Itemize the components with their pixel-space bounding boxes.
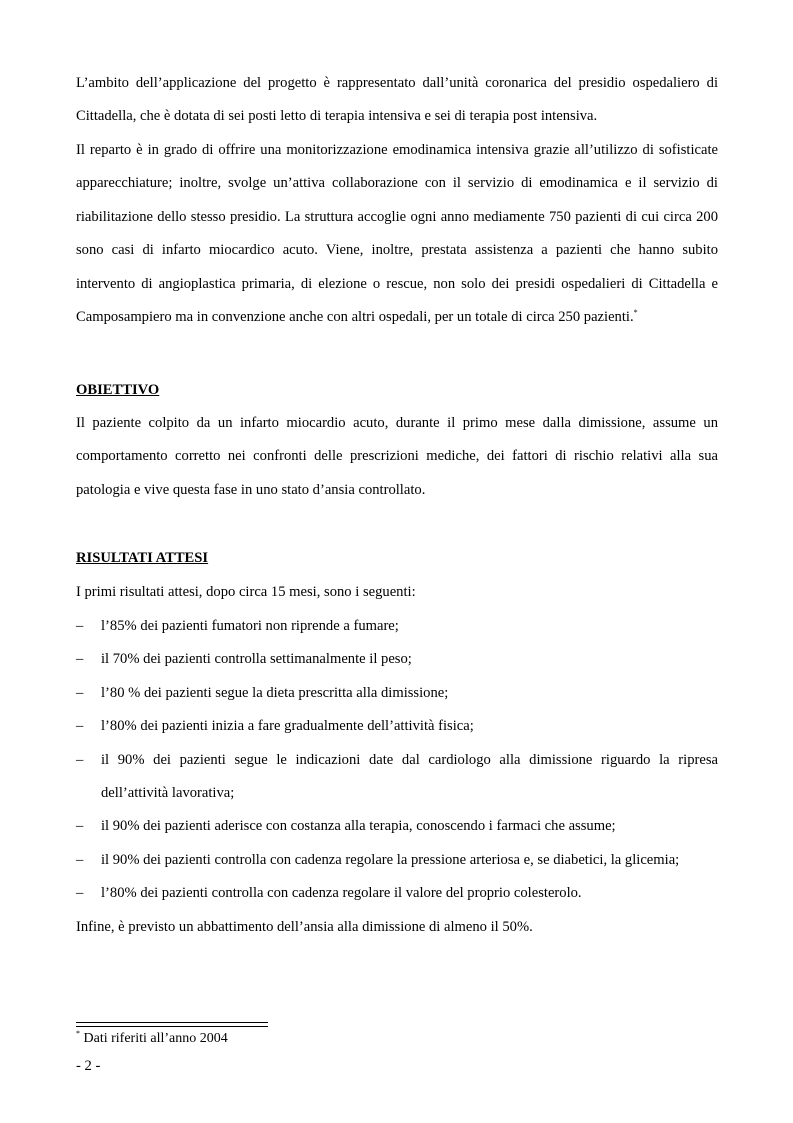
list-item-text: l’85% dei pazienti fumatori non riprende a fumare; <box>101 618 399 634</box>
department-paragraph-text: Il reparto è in grado di offrire una monitorizzazione emodinamica intensiva grazie all’utilizzo di sofisticate apparecchiature; inoltre, svolge un’attiva collaborazione con il servizio di emodinamica e il servizio di riabilitazione dello stesso presidio. La struttura accoglie ogni anno mediamente 750 pazienti di cui circa 200 sono casi di infarto miocardico acuto. Viene, inoltre, prestata assistenza a pazienti che hanno subito intervento di angioplastica primaria, di elezione o rescue, non solo dei presidi ospedalieri di Cittadella e Camposampiero ma in convenzione anche con altri ospedali, per un totale di circa 250 pazienti. <box>76 142 718 326</box>
list-item-text: il 70% dei pazienti controlla settimanalmente il peso; <box>101 651 412 668</box>
obiettivo-paragraph: Il paziente colpito da un infarto miocardio acuto, durante il primo mese dalla dimissione, assume un comportamento corretto nei confronti delle prescrizioni mediche, dei fattori di rischio relativi alla sua patologia e vive questa fase in uno stato d’ansia controllato. <box>76 415 718 498</box>
list-item-text: l’80% dei pazienti controlla con cadenza regolare il valore del proprio colesterolo. <box>101 885 582 902</box>
footnote-reference: * <box>633 308 638 318</box>
risultati-intro: I primi risultati attesi, dopo circa 15 mesi, sono i seguenti: <box>76 584 416 600</box>
list-item-text: il 90% dei pazienti controlla con cadenza regolare la pressione arteriosa e, se diabetici, la glicemia; <box>101 851 680 868</box>
list-item-text: il 90% dei pazienti segue le indicazioni date dal cardiologo alla dimissione riguardo la ripresa dell’attività lavorativa; <box>101 751 718 802</box>
department-paragraph <box>76 134 718 334</box>
list-item-text: il 90% dei pazienti aderisce con costanza alla terapia, conoscendo i farmaci che assume; <box>101 818 616 835</box>
list-item <box>76 710 718 743</box>
heading-risultati-attesi: RISULTATI ATTESI <box>76 550 209 566</box>
closing-paragraph: Infine, è previsto un abbattimento dell’ansia alla dimissione di almeno il 50%. <box>76 919 533 935</box>
expected-results-list <box>76 610 718 911</box>
list-item <box>76 810 718 843</box>
list-bullet: – <box>76 851 84 868</box>
page-number: - 2 - <box>76 1058 101 1074</box>
footnote-text: Dati riferiti all’anno 2004 <box>80 1031 228 1046</box>
footnote-mark: * <box>76 1029 80 1038</box>
list-bullet: – <box>76 885 84 902</box>
list-bullet: – <box>76 651 84 668</box>
list-bullet: – <box>76 751 84 768</box>
list-bullet: – <box>76 618 84 634</box>
list-item <box>76 610 718 643</box>
footnote-divider <box>76 1022 268 1023</box>
footnote-divider <box>76 1026 268 1027</box>
list-bullet: – <box>76 818 84 835</box>
list-item <box>76 877 718 910</box>
intro-paragraph: L’ambito dell’applicazione del progetto è rappresentato dall’unità coronarica del presidio ospedaliero di Cittadella, che è dotata di sei posti letto di terapia intensiva e sei di terapia post intensiva. <box>76 75 718 125</box>
list-item <box>76 677 718 710</box>
list-item-text: l’80 % dei pazienti segue la dieta prescritta alla dimissione; <box>101 684 449 701</box>
list-item <box>76 844 718 877</box>
footnote <box>76 1029 228 1049</box>
list-bullet: – <box>76 718 84 735</box>
heading-obiettivo: OBIETTIVO <box>76 382 160 398</box>
list-item <box>76 643 718 676</box>
list-item-text: l’80% dei pazienti inizia a fare gradualmente dell’attività fisica; <box>101 718 474 735</box>
list-bullet: – <box>76 684 84 701</box>
list-item <box>76 744 718 811</box>
